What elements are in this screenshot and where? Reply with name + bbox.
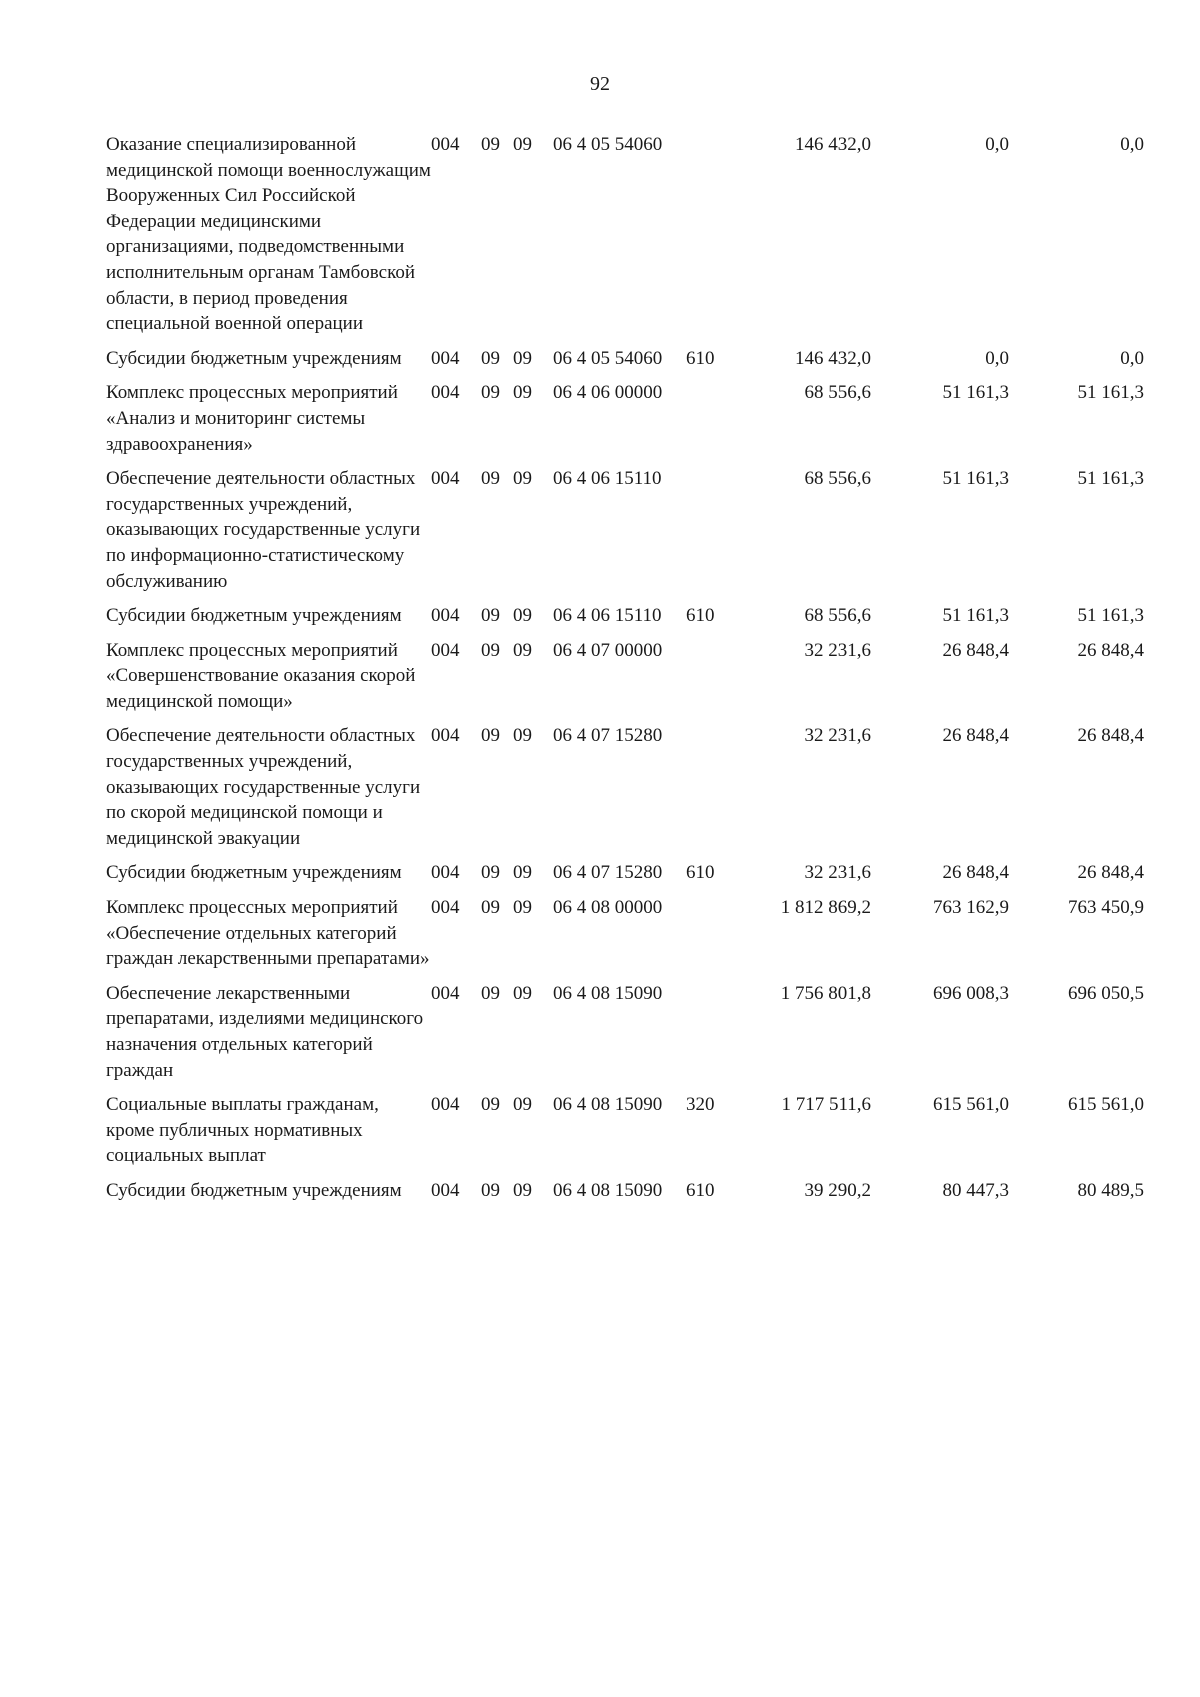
row-expense-type: 610 xyxy=(686,347,715,369)
row-amount-3: 615 561,0 xyxy=(1068,1094,1144,1116)
row-subsection: 09 xyxy=(513,382,532,404)
row-grbs: 004 xyxy=(431,639,460,661)
row-name: Комплекс процессных мероприятий «Обеспечение отдельных категорий граждан лекарственными препаратами» xyxy=(106,897,430,970)
row-subsection: 09 xyxy=(513,725,532,747)
row-name: Оказание специализированной медицинской помощи военнослужащим Вооруженных Сил Российской Федерации медицинскими организациями, подведомственными исполнительным органам Тамбовской области, в период проведения специальной военной операции xyxy=(106,134,431,335)
row-subsection: 09 xyxy=(513,1094,532,1116)
row-section: 09 xyxy=(481,1179,500,1201)
row-amount-3: 80 489,5 xyxy=(1077,1179,1144,1201)
row-grbs: 004 xyxy=(431,382,460,404)
row-amount-3: 51 161,3 xyxy=(1077,605,1144,627)
row-expense-type xyxy=(686,638,736,724)
row-grbs: 004 xyxy=(431,862,460,884)
row-grbs: 004 xyxy=(431,605,460,627)
row-amount-1: 32 231,6 xyxy=(804,725,871,747)
row-amount-3: 763 450,9 xyxy=(1068,897,1144,919)
row-amount-2: 763 162,9 xyxy=(933,897,1009,919)
row-amount-1: 1 717 511,6 xyxy=(781,1094,871,1116)
row-expense-type xyxy=(686,895,736,981)
row-amount-1: 146 432,0 xyxy=(795,134,871,155)
row-amount-1: 1 756 801,8 xyxy=(780,982,871,1004)
row-subsection: 09 xyxy=(513,639,532,661)
table-row xyxy=(106,860,1144,895)
table-row xyxy=(106,466,1144,603)
row-amount-2: 80 447,3 xyxy=(942,1179,1009,1201)
row-amount-3: 0,0 xyxy=(1120,134,1144,155)
table-row xyxy=(106,380,1144,466)
budget-table xyxy=(106,132,1144,1213)
row-name: Социальные выплаты гражданам, кроме публичных нормативных социальных выплат xyxy=(106,1094,379,1167)
row-amount-1: 1 812 869,2 xyxy=(780,897,871,919)
row-section: 09 xyxy=(481,639,500,661)
row-amount-3: 0,0 xyxy=(1120,347,1144,369)
table-row xyxy=(106,723,1144,860)
table-row xyxy=(106,603,1144,638)
row-expense-type xyxy=(686,981,736,1092)
budget-table-body xyxy=(106,132,1144,1213)
row-target-article: 06 4 07 15280 xyxy=(553,725,663,747)
row-expense-type: 320 xyxy=(686,1094,715,1116)
row-section: 09 xyxy=(481,134,500,155)
row-amount-3: 26 848,4 xyxy=(1077,725,1144,747)
row-subsection: 09 xyxy=(513,134,532,155)
row-amount-2: 51 161,3 xyxy=(942,605,1009,627)
table-row xyxy=(106,981,1144,1092)
row-name: Обеспечение деятельности областных государственных учреждений, оказывающих государственные услуги по информационно-статистическому обслуживанию xyxy=(106,468,421,592)
row-target-article: 06 4 05 54060 xyxy=(553,134,663,155)
row-subsection: 09 xyxy=(513,468,532,490)
row-section: 09 xyxy=(481,605,500,627)
table-row xyxy=(106,638,1144,724)
row-grbs: 004 xyxy=(431,134,460,155)
row-amount-2: 26 848,4 xyxy=(942,639,1009,661)
row-name: Субсидии бюджетным учреждениям xyxy=(106,605,402,627)
row-expense-type xyxy=(686,132,736,346)
row-subsection: 09 xyxy=(513,862,532,884)
row-grbs: 004 xyxy=(431,1179,460,1201)
row-target-article: 06 4 08 15090 xyxy=(553,982,663,1004)
row-name: Обеспечение лекарственными препаратами, изделиями медицинского назначения отдельных категорий граждан xyxy=(106,982,424,1081)
row-expense-type: 610 xyxy=(686,1179,715,1201)
row-section: 09 xyxy=(481,382,500,404)
row-amount-2: 26 848,4 xyxy=(942,725,1009,747)
row-amount-2: 0,0 xyxy=(985,134,1009,155)
row-amount-2: 26 848,4 xyxy=(942,862,1009,884)
row-name: Субсидии бюджетным учреждениям xyxy=(106,347,402,369)
row-grbs: 004 xyxy=(431,725,460,747)
row-subsection: 09 xyxy=(513,1179,532,1201)
row-subsection: 09 xyxy=(513,897,532,919)
row-amount-2: 615 561,0 xyxy=(933,1094,1009,1116)
row-target-article: 06 4 08 15090 xyxy=(553,1179,663,1201)
row-amount-3: 51 161,3 xyxy=(1077,382,1144,404)
row-name: Субсидии бюджетным учреждениям xyxy=(106,1179,402,1201)
row-target-article: 06 4 06 00000 xyxy=(553,382,663,404)
row-target-article: 06 4 06 15110 xyxy=(553,605,662,627)
row-amount-1: 68 556,6 xyxy=(804,605,871,627)
row-section: 09 xyxy=(481,897,500,919)
row-expense-type xyxy=(686,723,736,860)
row-amount-3: 26 848,4 xyxy=(1077,639,1144,661)
row-subsection: 09 xyxy=(513,605,532,627)
row-section: 09 xyxy=(481,468,500,490)
table-row xyxy=(106,1092,1144,1178)
row-target-article: 06 4 07 00000 xyxy=(553,639,663,661)
row-amount-1: 68 556,6 xyxy=(804,382,871,404)
row-target-article: 06 4 07 15280 xyxy=(553,862,663,884)
row-section: 09 xyxy=(481,347,500,369)
row-target-article: 06 4 08 00000 xyxy=(553,897,663,919)
row-grbs: 004 xyxy=(431,982,460,1004)
row-section: 09 xyxy=(481,725,500,747)
table-row xyxy=(106,132,1144,346)
row-expense-type xyxy=(686,466,736,603)
table-row xyxy=(106,346,1144,381)
table-row xyxy=(106,895,1144,981)
table-row xyxy=(106,1178,1144,1213)
row-expense-type: 610 xyxy=(686,862,715,884)
row-amount-1: 32 231,6 xyxy=(804,862,871,884)
row-subsection: 09 xyxy=(513,982,532,1004)
row-name: Обеспечение деятельности областных государственных учреждений, оказывающих государственные услуги по скорой медицинской помощи и медицинской эвакуации xyxy=(106,725,421,849)
row-target-article: 06 4 05 54060 xyxy=(553,347,663,369)
row-name: Субсидии бюджетным учреждениям xyxy=(106,862,402,884)
row-amount-2: 696 008,3 xyxy=(933,982,1009,1004)
row-amount-1: 32 231,6 xyxy=(804,639,871,661)
row-amount-3: 51 161,3 xyxy=(1077,468,1144,490)
row-name: Комплекс процессных мероприятий «Совершенствование оказания скорой медицинской помощи» xyxy=(106,639,416,712)
row-section: 09 xyxy=(481,982,500,1004)
row-amount-1: 68 556,6 xyxy=(804,468,871,490)
row-grbs: 004 xyxy=(431,468,460,490)
row-target-article: 06 4 08 15090 xyxy=(553,1094,663,1116)
row-name: Комплекс процессных мероприятий «Анализ и мониторинг системы здравоохранения» xyxy=(106,382,398,455)
row-amount-1: 39 290,2 xyxy=(804,1179,871,1201)
row-subsection: 09 xyxy=(513,347,532,369)
row-section: 09 xyxy=(481,862,500,884)
row-expense-type: 610 xyxy=(686,605,715,627)
row-amount-2: 0,0 xyxy=(985,347,1009,369)
row-grbs: 004 xyxy=(431,347,460,369)
row-section: 09 xyxy=(481,1094,500,1116)
row-grbs: 004 xyxy=(431,897,460,919)
row-amount-3: 696 050,5 xyxy=(1068,982,1144,1004)
row-grbs: 004 xyxy=(431,1094,460,1116)
row-amount-1: 146 432,0 xyxy=(795,347,871,369)
row-expense-type xyxy=(686,380,736,466)
page-number: 92 xyxy=(590,73,610,95)
row-amount-2: 51 161,3 xyxy=(942,468,1009,490)
row-amount-3: 26 848,4 xyxy=(1077,862,1144,884)
row-target-article: 06 4 06 15110 xyxy=(553,468,662,490)
row-amount-2: 51 161,3 xyxy=(942,382,1009,404)
